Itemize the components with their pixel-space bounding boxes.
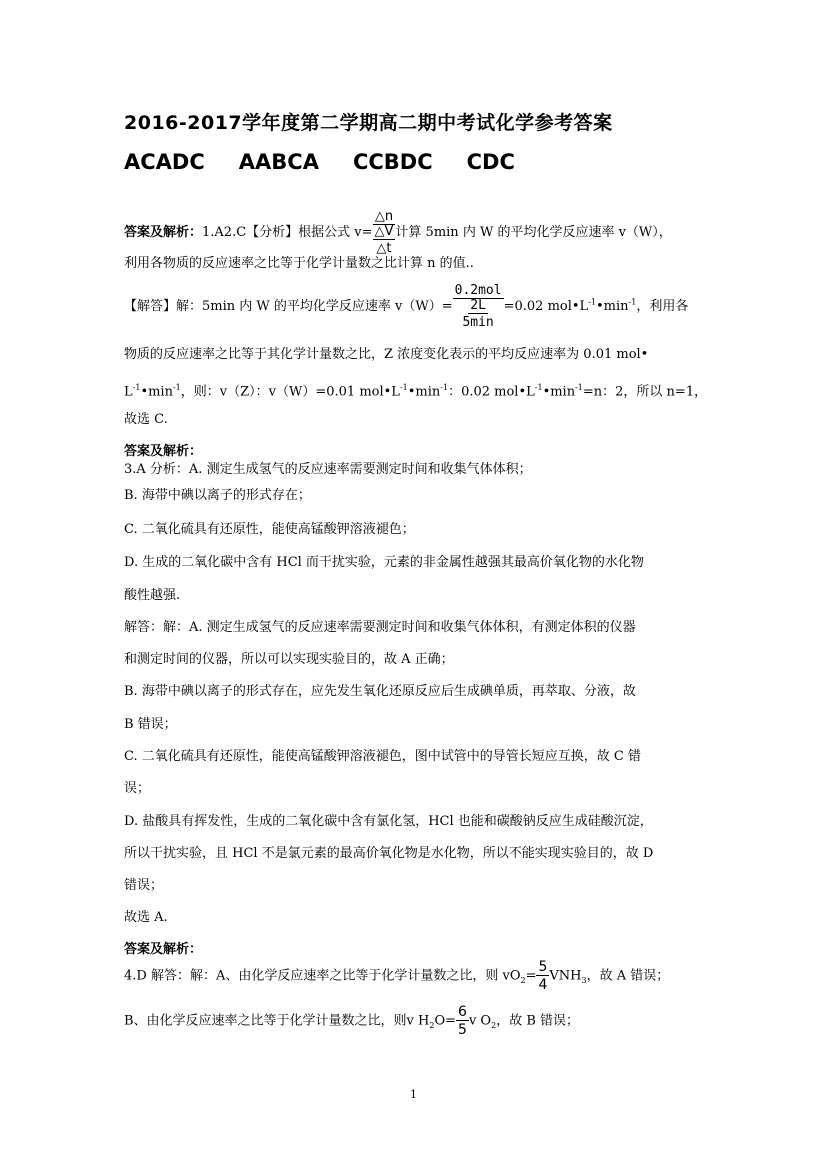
text: •min xyxy=(542,384,576,400)
fraction-numerator: △n xyxy=(374,209,394,224)
fraction xyxy=(536,960,549,992)
page-number: 1 xyxy=(410,1088,417,1101)
q3-line: C. 二氧化硫具有还原性，能使高锰酸钾溶液褪色； xyxy=(124,522,415,537)
superscript: -1 xyxy=(628,297,637,307)
document-title: 2016-2017学年度第二学期高二期中考试化学参考答案 xyxy=(124,112,613,134)
q3-line: C. 二氧化硫具有还原性，能使高锰酸钾溶液褪色，图中试管中的导管长短应互换，故 C 错 xyxy=(124,749,641,764)
answer-group: CDC xyxy=(466,150,515,174)
superscript: -1 xyxy=(534,383,543,392)
superscript: -1 xyxy=(440,383,449,392)
text: ，则：v（Z）：v（W）=0.01 mol•L xyxy=(180,384,400,400)
q1-line6: 故选 C. xyxy=(124,412,168,427)
text: 计算 5min 内 W 的平均化学反应速率 v（W）， xyxy=(395,225,672,240)
section-label: 答案及解析： xyxy=(124,444,203,459)
text: ：0.02 mol•L xyxy=(448,384,535,400)
text: 1.A2.C【分析】根据公式 v= xyxy=(202,225,373,240)
q4-line1 xyxy=(124,960,669,992)
fraction xyxy=(453,284,504,329)
text: •min xyxy=(140,384,173,400)
q1-line4: 物质的反应速率之比等于其化学计量数之比，Z 浓度变化表示的平均反应速率为 0.01 mol• xyxy=(124,347,649,362)
q3-line: 故选 A. xyxy=(124,910,168,925)
text: 4.D 解答：解：A、由化学反应速率之比等于化学计量数之比，则 vO xyxy=(124,968,521,984)
text: 【解答】解：5min 内 W 的平均化学反应速率 v（W）= xyxy=(124,299,453,314)
q3-line: 酸性越强. xyxy=(124,588,181,603)
text: v O xyxy=(468,1013,492,1029)
q3-line: 误； xyxy=(124,781,151,796)
answer-group: ACADC xyxy=(124,150,205,174)
fraction-denominator: △t xyxy=(376,241,392,256)
fraction-denominator: 5 xyxy=(458,1022,467,1038)
q3-line: 解答：解：A. 测定生成氢气的反应速率需要测定时间和收集气体体积，有测定体积的仪器 xyxy=(124,620,636,635)
text: •min xyxy=(407,384,441,400)
answer-key xyxy=(124,150,549,174)
text: ，故 A 错误； xyxy=(586,968,670,984)
q3-line: B 错误； xyxy=(124,717,177,732)
q3-line: 错误； xyxy=(124,878,164,893)
text: B、由化学反应速率之比等于化学计量数之比，则v H xyxy=(124,1013,430,1029)
text: =0.02 mol•L xyxy=(503,299,589,314)
subscript: 2 xyxy=(429,1021,435,1031)
subscript: 3 xyxy=(581,976,587,986)
fraction-denominator: 5min xyxy=(462,315,494,330)
section-label: 答案及解析： xyxy=(124,942,203,957)
fraction xyxy=(373,210,396,255)
q1-line1 xyxy=(124,210,672,255)
text: =n：2，所以 n=1， xyxy=(582,384,708,400)
text: = xyxy=(525,968,537,984)
superscript: -1 xyxy=(132,383,141,392)
q3-line: D. 盐酸具有挥发性，生成的二氧化碳中含有氯化氢，HCl 也能和碳酸钠反应生成硅酸沉淀， xyxy=(124,814,653,829)
superscript: -1 xyxy=(588,297,596,307)
q3-line: 和测定时间的仪器，所以可以实现实验目的，故 A 正确； xyxy=(124,652,454,667)
fraction xyxy=(456,1005,469,1037)
fraction-numerator: 6 xyxy=(458,1004,467,1020)
q3-line: 所以干扰实验，且 HCl 不是氯元素的最高价氧化物是水化物，所以不能实现实验目的，故 D xyxy=(124,846,654,861)
fraction-numerator: 5 xyxy=(538,959,548,975)
q3-line: B. 海带中碘以离子的形式存在，应先发生氧化还原反应后生成碘单质，再萃取、分液，故 xyxy=(124,684,636,699)
fraction-numerator: 0.2mol xyxy=(454,283,502,298)
q1-line3 xyxy=(124,284,688,329)
fraction-middle: 2L xyxy=(470,298,486,313)
superscript: -1 xyxy=(172,383,181,392)
q4-line2 xyxy=(124,1005,579,1037)
text: •min xyxy=(595,299,629,314)
text: ，故 B 错误； xyxy=(496,1013,580,1029)
text: L xyxy=(124,384,133,400)
answer-group: AABCA xyxy=(238,150,319,174)
q1-line5 xyxy=(124,380,707,400)
q3-line: B. 海带中碘以离子的形式存在； xyxy=(124,488,311,503)
fraction-middle: △V xyxy=(374,224,394,239)
answer-group: CCBDC xyxy=(352,150,433,174)
q3-line: 3.A 分析：A. 测定生成氢气的反应速率需要测定时间和收集气体体积； xyxy=(124,462,532,477)
text: ，利用各 xyxy=(636,299,689,314)
superscript: -1 xyxy=(575,383,583,392)
text: O= xyxy=(434,1013,457,1029)
q1-line2: 利用各物质的反应速率之比等于化学计量数之比计算 n 的值.. xyxy=(124,256,474,271)
subscript: 2 xyxy=(520,976,526,986)
subscript: 2 xyxy=(491,1021,497,1031)
q3-line: D. 生成的二氧化碳中含有 HCl 而干扰实验，元素的非金属性越强其最高价氧化物的水化物 xyxy=(124,555,644,570)
text: VNH xyxy=(549,968,582,984)
superscript: -1 xyxy=(399,383,408,392)
section-label: 答案及解析： xyxy=(124,225,203,240)
fraction-denominator: 4 xyxy=(538,977,548,993)
